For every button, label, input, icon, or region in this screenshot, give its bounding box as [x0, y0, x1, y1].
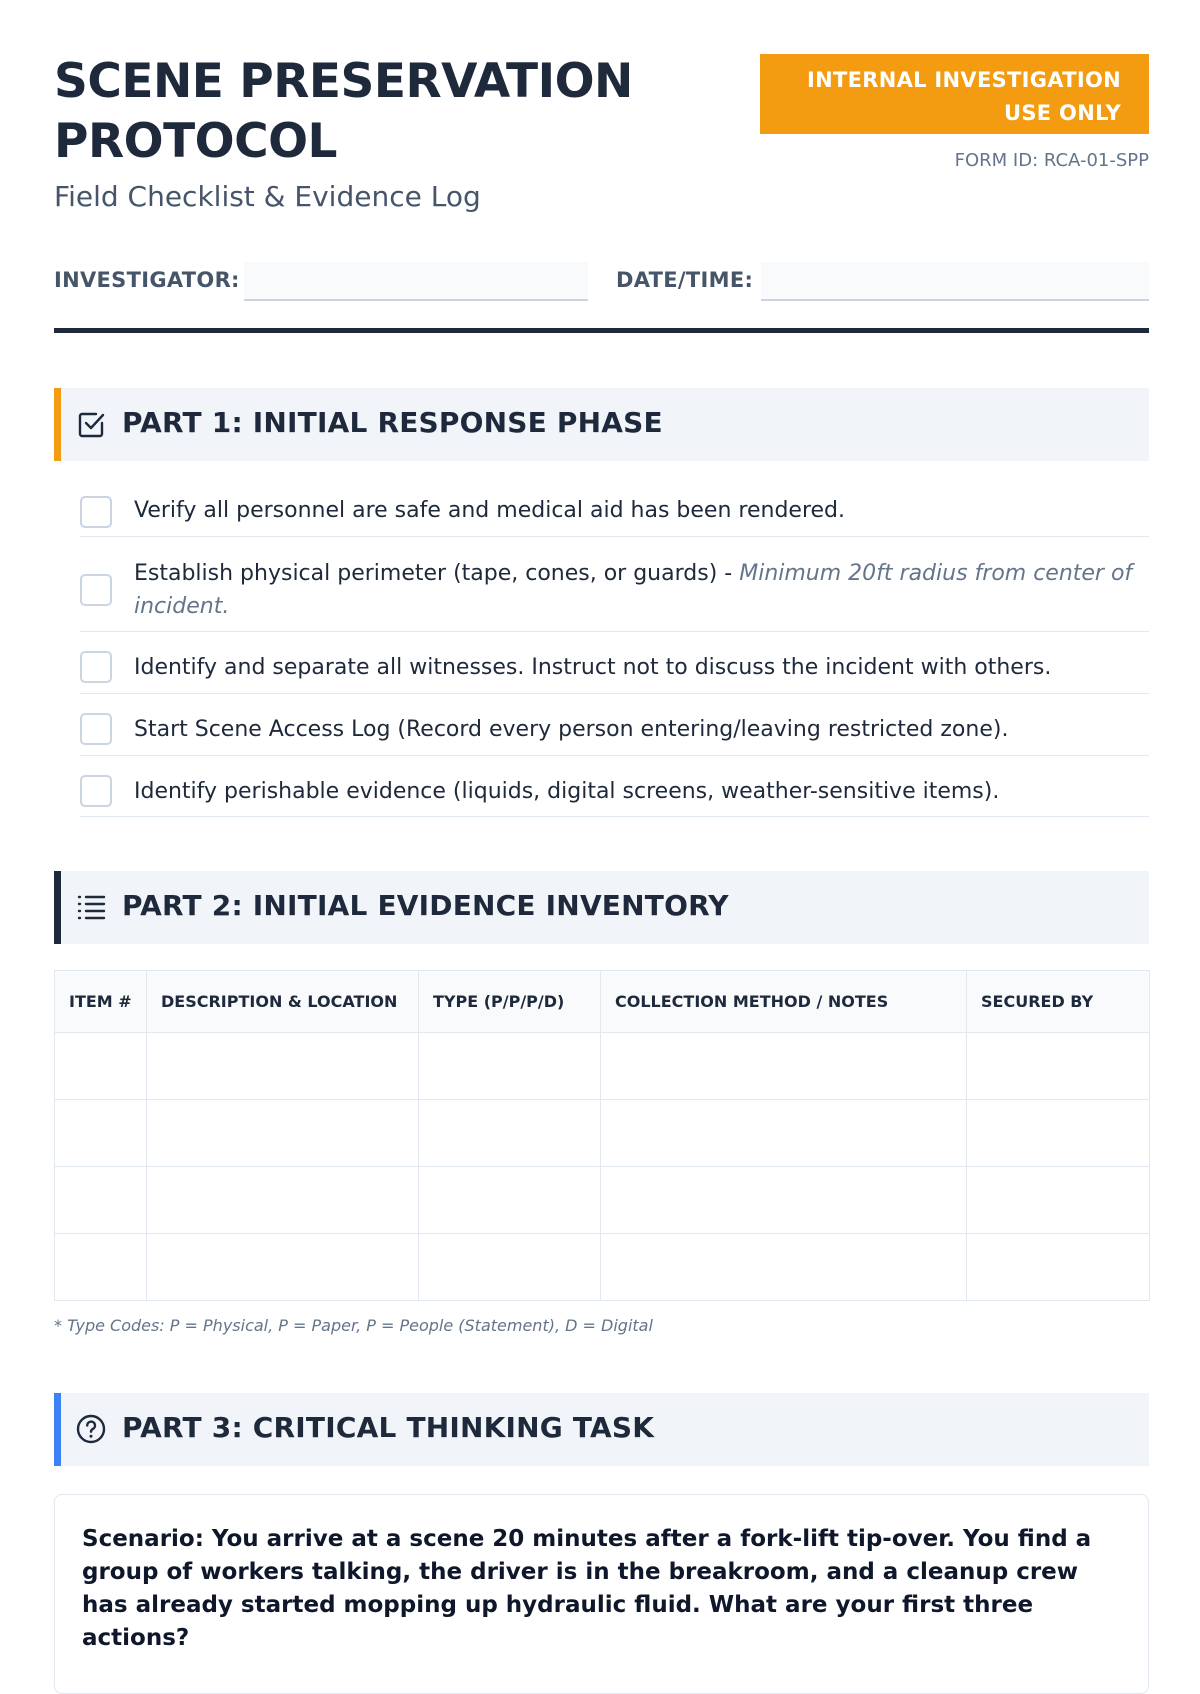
table-cell[interactable]	[55, 1234, 147, 1301]
checklist-text	[134, 775, 999, 808]
table-cell[interactable]	[419, 1167, 601, 1234]
column-header-description: DESCRIPTION & LOCATION	[147, 971, 419, 1033]
table-cell[interactable]	[147, 1100, 419, 1167]
part2-header	[54, 871, 1149, 944]
table-cell[interactable]	[601, 1100, 967, 1167]
column-header-collection-method: COLLECTION METHOD / NOTES	[601, 971, 967, 1033]
part3-header	[54, 1393, 1149, 1466]
checklist-text	[134, 651, 1051, 684]
form-id: FORM ID: RCA-01-SPP	[954, 150, 1149, 171]
checklist-item	[80, 756, 1149, 817]
part2-title: PART 2: INITIAL EVIDENCE INVENTORY	[122, 889, 729, 922]
checklist-item-text: Identify and separate all witnesses. Instruct not to discuss the incident with others.	[134, 655, 1052, 680]
checklist-text	[134, 557, 1134, 623]
investigator-label: INVESTIGATOR:	[54, 268, 240, 292]
table-row	[55, 1033, 1150, 1100]
column-header-type: TYPE (P/P/P/D)	[419, 971, 601, 1033]
table-cell[interactable]	[601, 1167, 967, 1234]
checklist-text	[134, 494, 845, 527]
table-cell[interactable]	[55, 1033, 147, 1100]
datetime-field[interactable]	[761, 262, 1149, 301]
checklist-item-text: Establish physical perimeter (tape, cones, or guards) -	[134, 561, 740, 586]
checklist-text	[134, 713, 1008, 746]
table-cell[interactable]	[601, 1234, 967, 1301]
table-cell[interactable]	[147, 1234, 419, 1301]
column-header-secured-by: SECURED BY	[967, 971, 1150, 1033]
header-divider	[54, 328, 1149, 333]
checklist-checkbox[interactable]	[80, 775, 112, 807]
page-subtitle: Field Checklist & Evidence Log	[54, 180, 481, 213]
checklist-item-text: Start Scene Access Log (Record every person entering/leaving restricted zone).	[134, 717, 1009, 742]
table-cell[interactable]	[967, 1167, 1150, 1234]
checklist-item	[80, 694, 1149, 756]
checklist-item	[80, 632, 1149, 694]
table-cell[interactable]	[147, 1033, 419, 1100]
table-cell[interactable]	[55, 1167, 147, 1234]
evidence-table	[54, 970, 1150, 1301]
checklist-item-text: Verify all personnel are safe and medical aid has been rendered.	[134, 498, 845, 523]
table-cell[interactable]	[967, 1234, 1150, 1301]
list-icon	[75, 891, 107, 923]
question-circle-icon	[75, 1413, 107, 1445]
checklist-checkbox[interactable]	[80, 713, 112, 745]
table-cell[interactable]	[55, 1100, 147, 1167]
column-header-item: ITEM #	[55, 971, 147, 1033]
checklist-checkbox[interactable]	[80, 496, 112, 528]
table-row	[55, 1100, 1150, 1167]
scenario-box	[54, 1494, 1149, 1694]
checklist-item	[80, 537, 1149, 632]
part1-title: PART 1: INITIAL RESPONSE PHASE	[122, 406, 663, 439]
type-codes-footnote: * Type Codes: P = Physical, P = Paper, P = People (Statement), D = Digital	[54, 1316, 653, 1335]
checklist-checkbox[interactable]	[80, 574, 112, 606]
table-row	[55, 1234, 1150, 1301]
checklist-item-note: Minimum 20ft radius from center of incident.	[134, 561, 1133, 619]
checklist-item-text: Identify perishable evidence (liquids, digital screens, weather-sensitive items).	[134, 779, 1000, 804]
table-cell[interactable]	[967, 1100, 1150, 1167]
investigator-field[interactable]	[244, 262, 588, 301]
table-cell[interactable]	[419, 1100, 601, 1167]
internal-use-badge: INTERNAL INVESTIGATION USE ONLY	[760, 54, 1149, 134]
scenario-text: Scenario: You arrive at a scene 20 minutes after a fork-lift tip-over. You find a group of workers talking, the driver is in the breakroom, and a cleanup crew has already started mopping up hydraulic fluid. What are your first three actions?	[82, 1526, 1092, 1651]
part1-header	[54, 388, 1149, 461]
table-cell[interactable]	[147, 1167, 419, 1234]
checkbox-icon	[75, 408, 107, 440]
table-cell[interactable]	[419, 1234, 601, 1301]
table-row	[55, 1167, 1150, 1234]
page	[54, 0, 1149, 1651]
page-title: SCENE PRESERVATION PROTOCOL	[54, 54, 633, 169]
table-header-row	[55, 971, 1150, 1033]
table-cell[interactable]	[967, 1033, 1150, 1100]
checklist-item	[80, 486, 1149, 537]
table-cell[interactable]	[601, 1033, 967, 1100]
datetime-label: DATE/TIME:	[616, 268, 754, 292]
checklist-checkbox[interactable]	[80, 651, 112, 683]
part3-title: PART 3: CRITICAL THINKING TASK	[122, 1411, 655, 1444]
table-cell[interactable]	[419, 1033, 601, 1100]
